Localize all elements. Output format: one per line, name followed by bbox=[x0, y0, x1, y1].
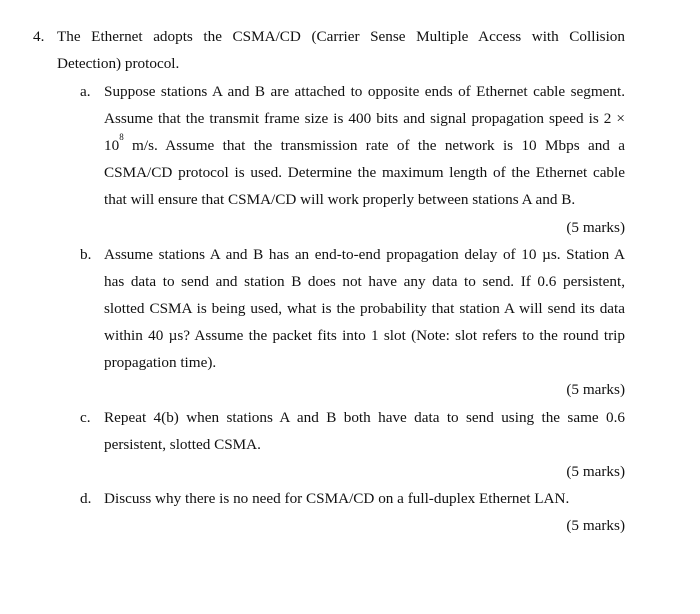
part-d-line-1: Discuss why there is no need for CSMA/CD on a full-duplex Ethernet LAN. bbox=[104, 490, 570, 507]
part-b-line-4: within 40 µs? Assume the packet fits into 1 slot (Note: slot refers to the round trip bbox=[104, 327, 625, 344]
part-c-line-1: Repeat 4(b) when stations A and B both have data to send using the same 0.6 bbox=[104, 409, 625, 426]
part-c-marks: (5 marks) bbox=[566, 463, 625, 480]
part-a-line-3-rest: m/s. Assume that the transmission rate of the network is 10 Mbps and a bbox=[123, 137, 625, 154]
part-c-label: c. bbox=[80, 409, 91, 426]
part-b-line-5: propagation time). bbox=[104, 354, 217, 371]
part-a-line-1: Suppose stations A and B are attached to opposite ends of Ethernet cable segment. bbox=[104, 83, 625, 100]
part-a-marks: (5 marks) bbox=[566, 219, 625, 236]
part-a-label: a. bbox=[80, 83, 91, 100]
part-d-marks: (5 marks) bbox=[566, 517, 625, 534]
part-b-marks: (5 marks) bbox=[566, 381, 625, 398]
part-c-line-2: persistent, slotted CSMA. bbox=[104, 436, 261, 453]
part-d-label: d. bbox=[80, 490, 92, 507]
part-b-label: b. bbox=[80, 246, 92, 263]
part-b-line-2: has data to send and station B does not have any data to send. If 0.6 persistent, bbox=[104, 273, 625, 290]
part-a-line-4: CSMA/CD protocol is used. Determine the maximum length of the Ethernet cable bbox=[104, 164, 625, 181]
part-b-line-3: slotted CSMA is being used, what is the probability that station A will send its data bbox=[104, 300, 625, 317]
part-b-line-1: Assume stations A and B has an end-to-end propagation delay of 10 µs. Station A bbox=[104, 246, 625, 263]
question-number: 4. bbox=[33, 28, 45, 45]
question-intro-line-2: Detection) protocol. bbox=[57, 55, 180, 72]
part-a-line-5: that will ensure that CSMA/CD will work properly between stations A and B. bbox=[104, 191, 576, 208]
part-a-line-3 bbox=[104, 132, 625, 155]
part-a-line-2: Assume that the transmit frame size is 400 bits and signal propagation speed is 2 × bbox=[104, 110, 625, 127]
part-a-line-3-base: 10 bbox=[104, 137, 120, 154]
part-a-line-3-exponent: 8 bbox=[119, 132, 124, 142]
question-intro-line-1: The Ethernet adopts the CSMA/CD (Carrier Sense Multiple Access with Collision bbox=[57, 28, 625, 45]
